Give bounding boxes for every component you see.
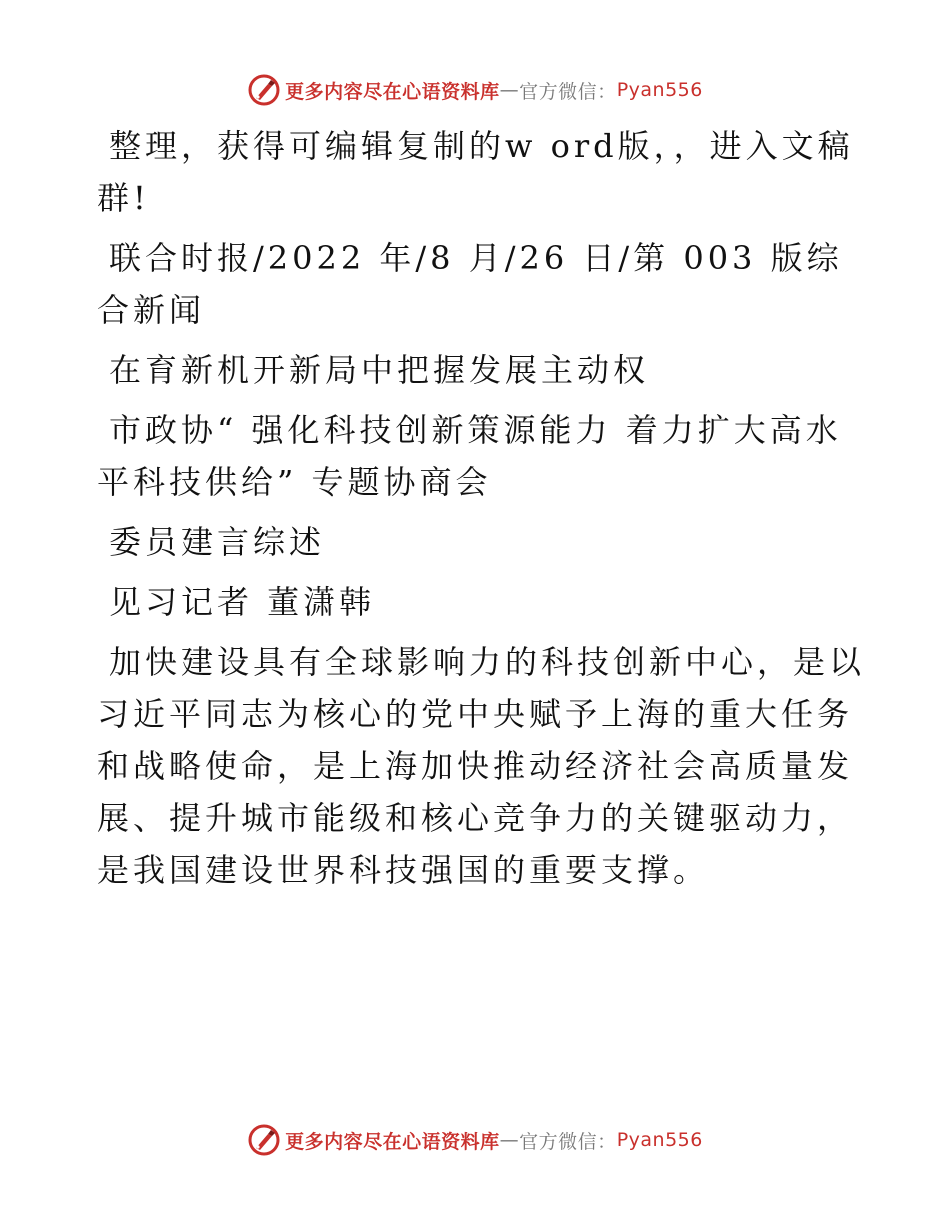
intro-paragraph — [97, 120, 867, 224]
subheadline — [97, 404, 867, 508]
footer-banner-wechat-id: Pyan556 — [616, 1129, 703, 1151]
header-banner — [0, 70, 950, 110]
pen-logo-icon — [247, 1123, 281, 1157]
section-title — [97, 516, 867, 568]
intro-text: 整理，获得可编辑复制的w ord版，，进入文稿群! — [97, 127, 854, 217]
source-line-text: 联合时报/2022 年/8 月/26 日/第 003 版综合新闻 — [97, 239, 843, 329]
body-paragraph-text: 加快建设具有全球影响力的科技创新中心，是以习近平同志为核心的党中央赋予上海的重大任务和战略使命，是上海加快推动经济社会高质量发展、提升城市能级和核心竞争力的关键驱动力，是我国建设世界科技强国的重要支撑。 — [97, 643, 866, 889]
pen-logo-icon — [247, 73, 281, 107]
byline-text: 见习记者 董潇韩 — [109, 583, 376, 621]
footer-banner-wechat-label: 官方微信： — [519, 1130, 617, 1153]
banner-wechat-id: Pyan556 — [616, 79, 703, 101]
body-paragraph — [97, 636, 867, 896]
footer-banner-main-text: 更多内容尽在心语资料库 — [285, 1130, 500, 1153]
banner-wechat-label: 官方微信： — [519, 80, 617, 103]
byline — [97, 576, 867, 628]
section-title-text: 委员建言综述 — [109, 523, 326, 561]
footer-banner — [0, 1120, 950, 1160]
banner-separator: — — [499, 79, 520, 101]
headline-text: 在育新机开新局中把握发展主动权 — [109, 351, 650, 389]
document-body — [97, 120, 867, 904]
banner-main-text: 更多内容尽在心语资料库 — [285, 80, 500, 103]
subheadline-text: 市政协“ 强化科技创新策源能力 着力扩大高水平科技供给” 专题协商会 — [97, 411, 842, 501]
footer-banner-separator: — — [499, 1129, 520, 1151]
headline — [97, 344, 867, 396]
source-line — [97, 232, 867, 336]
